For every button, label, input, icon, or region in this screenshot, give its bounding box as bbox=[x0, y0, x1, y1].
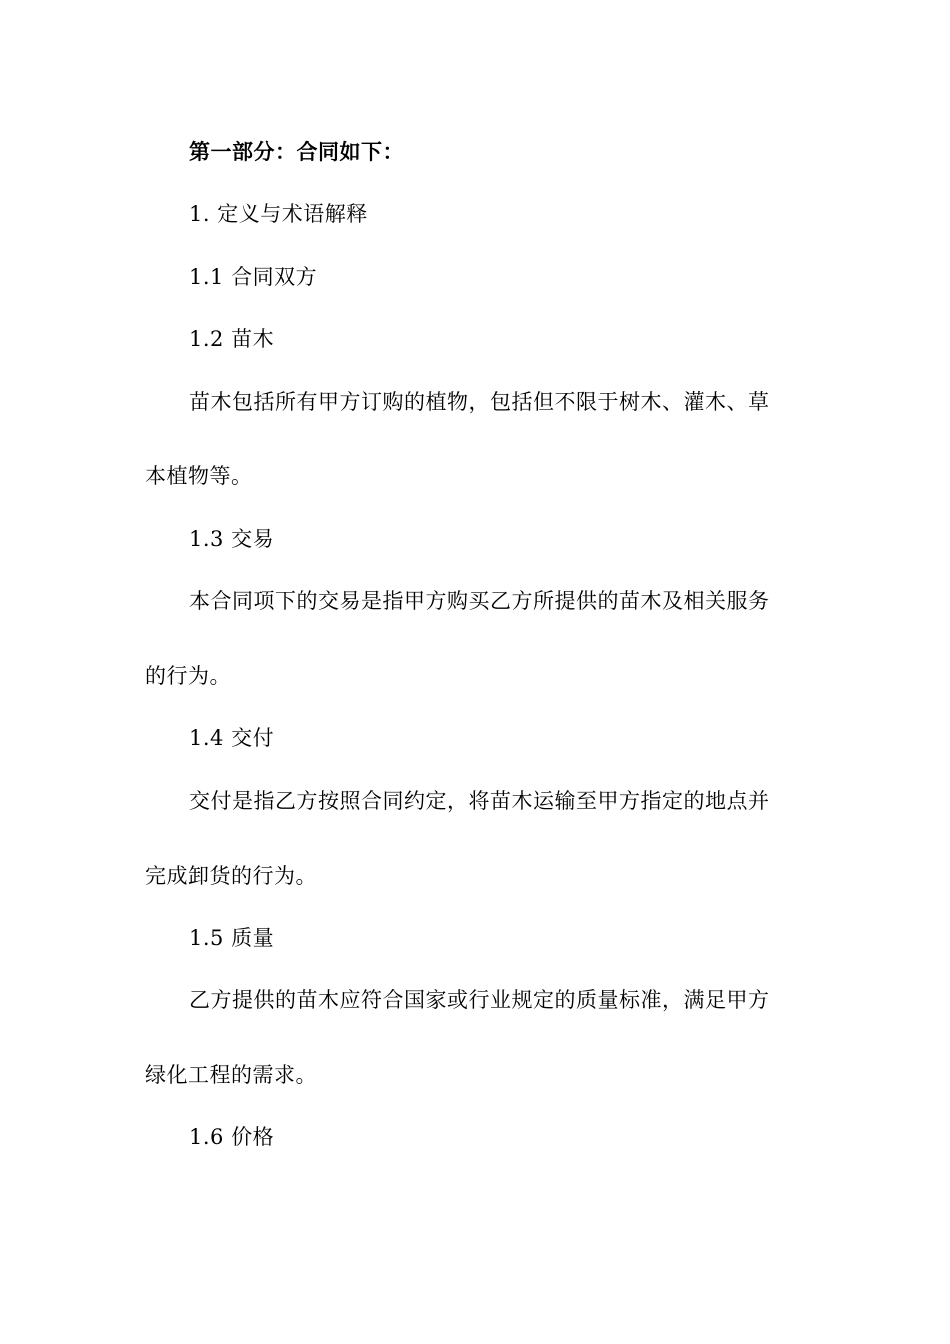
part-heading: 第一部分：合同如下： bbox=[189, 139, 404, 164]
clause-title: 1.1 合同双方 bbox=[189, 265, 318, 289]
paragraph-line: 苗木包括所有甲方订购的植物，包括但不限于树木、灌木、草 bbox=[189, 390, 770, 414]
clause-title: 1.6 价格 bbox=[189, 1125, 275, 1149]
paragraph-line: 交付是指乙方按照合同约定，将苗木运输至甲方指定的地点并 bbox=[189, 789, 770, 813]
section-title: 1. 定义与术语解释 bbox=[189, 202, 368, 226]
paragraph-line: 绿化工程的需求。 bbox=[145, 1063, 317, 1087]
paragraph-line: 乙方提供的苗木应符合国家或行业规定的质量标准，满足甲方 bbox=[189, 988, 770, 1012]
clause-title: 1.2 苗木 bbox=[189, 327, 275, 351]
paragraph-line: 本植物等。 bbox=[145, 464, 253, 488]
clause-title: 1.4 交付 bbox=[189, 726, 275, 750]
paragraph-line: 本合同项下的交易是指甲方购买乙方所提供的苗木及相关服务 bbox=[189, 589, 770, 613]
clause-title: 1.3 交易 bbox=[189, 527, 275, 551]
paragraph-line: 的行为。 bbox=[145, 664, 231, 688]
clause-title: 1.5 质量 bbox=[189, 926, 275, 950]
paragraph-line: 完成卸货的行为。 bbox=[145, 864, 317, 888]
